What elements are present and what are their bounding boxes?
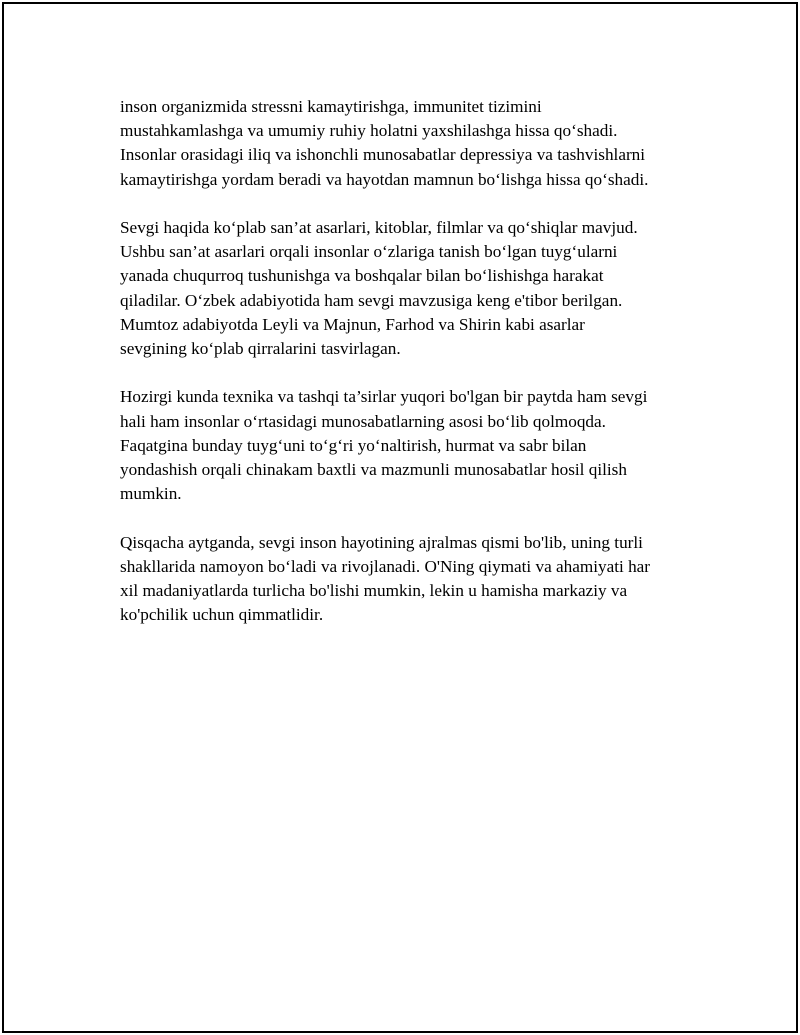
- text-line: inson organizmida stressni kamaytirishga, immunitet tizimini: [120, 97, 542, 116]
- text-line: Mumtoz adabiyotda Leyli va Majnun, Farhod va Shirin kabi asarlar: [120, 314, 585, 334]
- text-line: hali ham insonlar o‘rtasidagi munosabatlarning asosi bo‘lib qolmoqda.: [120, 411, 606, 431]
- document-body: [120, 95, 720, 652]
- text-line: Sevgi haqida ko‘plab san’at asarlari, kitoblar, filmlar va qo‘shiqlar mavjud.: [120, 218, 638, 237]
- text-line: sevgining ko‘plab qirralarini tasvirlagan.: [120, 339, 401, 359]
- text-line: yanada chuqurroq tushunishga va boshqalar bilan bo‘lishishga harakat: [120, 266, 604, 286]
- paragraph-1: [120, 95, 720, 192]
- text-line: xil madaniyatlarda turlicha bo'lishi mumkin, lekin u hamisha markaziy va: [120, 581, 628, 601]
- text-line: Qisqacha aytganda, sevgi inson hayotining ajralmas qismi bo'lib, uning turli: [120, 532, 643, 552]
- paragraph-4: [120, 531, 720, 628]
- text-line: Hozirgi kunda texnika va tashqi ta’sirlar yuqori bo'lgan bir paytda ham sevgi: [120, 387, 648, 407]
- text-line: shakllarida namoyon bo‘ladi va rivojlanadi. O'Ning qiymati va ahamiyati har: [120, 556, 651, 576]
- text-line: mumkin.: [120, 484, 182, 504]
- text-line: mustahkamlashga va umumiy ruhiy holatni yaxshilashga hissa qo‘shadi.: [120, 121, 618, 141]
- text-line: yondashish orqali chinakam baxtli va mazmunli munosabatlar hosil qilish: [120, 460, 627, 480]
- text-line: qiladilar. O‘zbek adabiyotida ham sevgi mavzusiga keng e'tibor berilgan.: [120, 290, 623, 310]
- paragraph-2: [120, 216, 720, 361]
- text-line: Faqatgina bunday tuyg‘uni to‘g‘ri yo‘naltirish, hurmat va sabr bilan: [120, 435, 587, 455]
- text-line: ko'pchilik uchun qimmatlidir.: [120, 605, 324, 625]
- text-line: kamaytirishga yordam beradi va hayotdan mamnun bo‘lishga hissa qo‘shadi.: [120, 169, 649, 189]
- page-frame: [2, 2, 798, 1033]
- text-line: Insonlar orasidagi iliq va ishonchli munosabatlar depressiya va tashvishlarni: [120, 145, 646, 165]
- paragraph-3: [120, 385, 720, 506]
- text-line: Ushbu san’at asarlari orqali insonlar o‘zlariga tanish bo‘lgan tuyg‘ularni: [120, 242, 618, 262]
